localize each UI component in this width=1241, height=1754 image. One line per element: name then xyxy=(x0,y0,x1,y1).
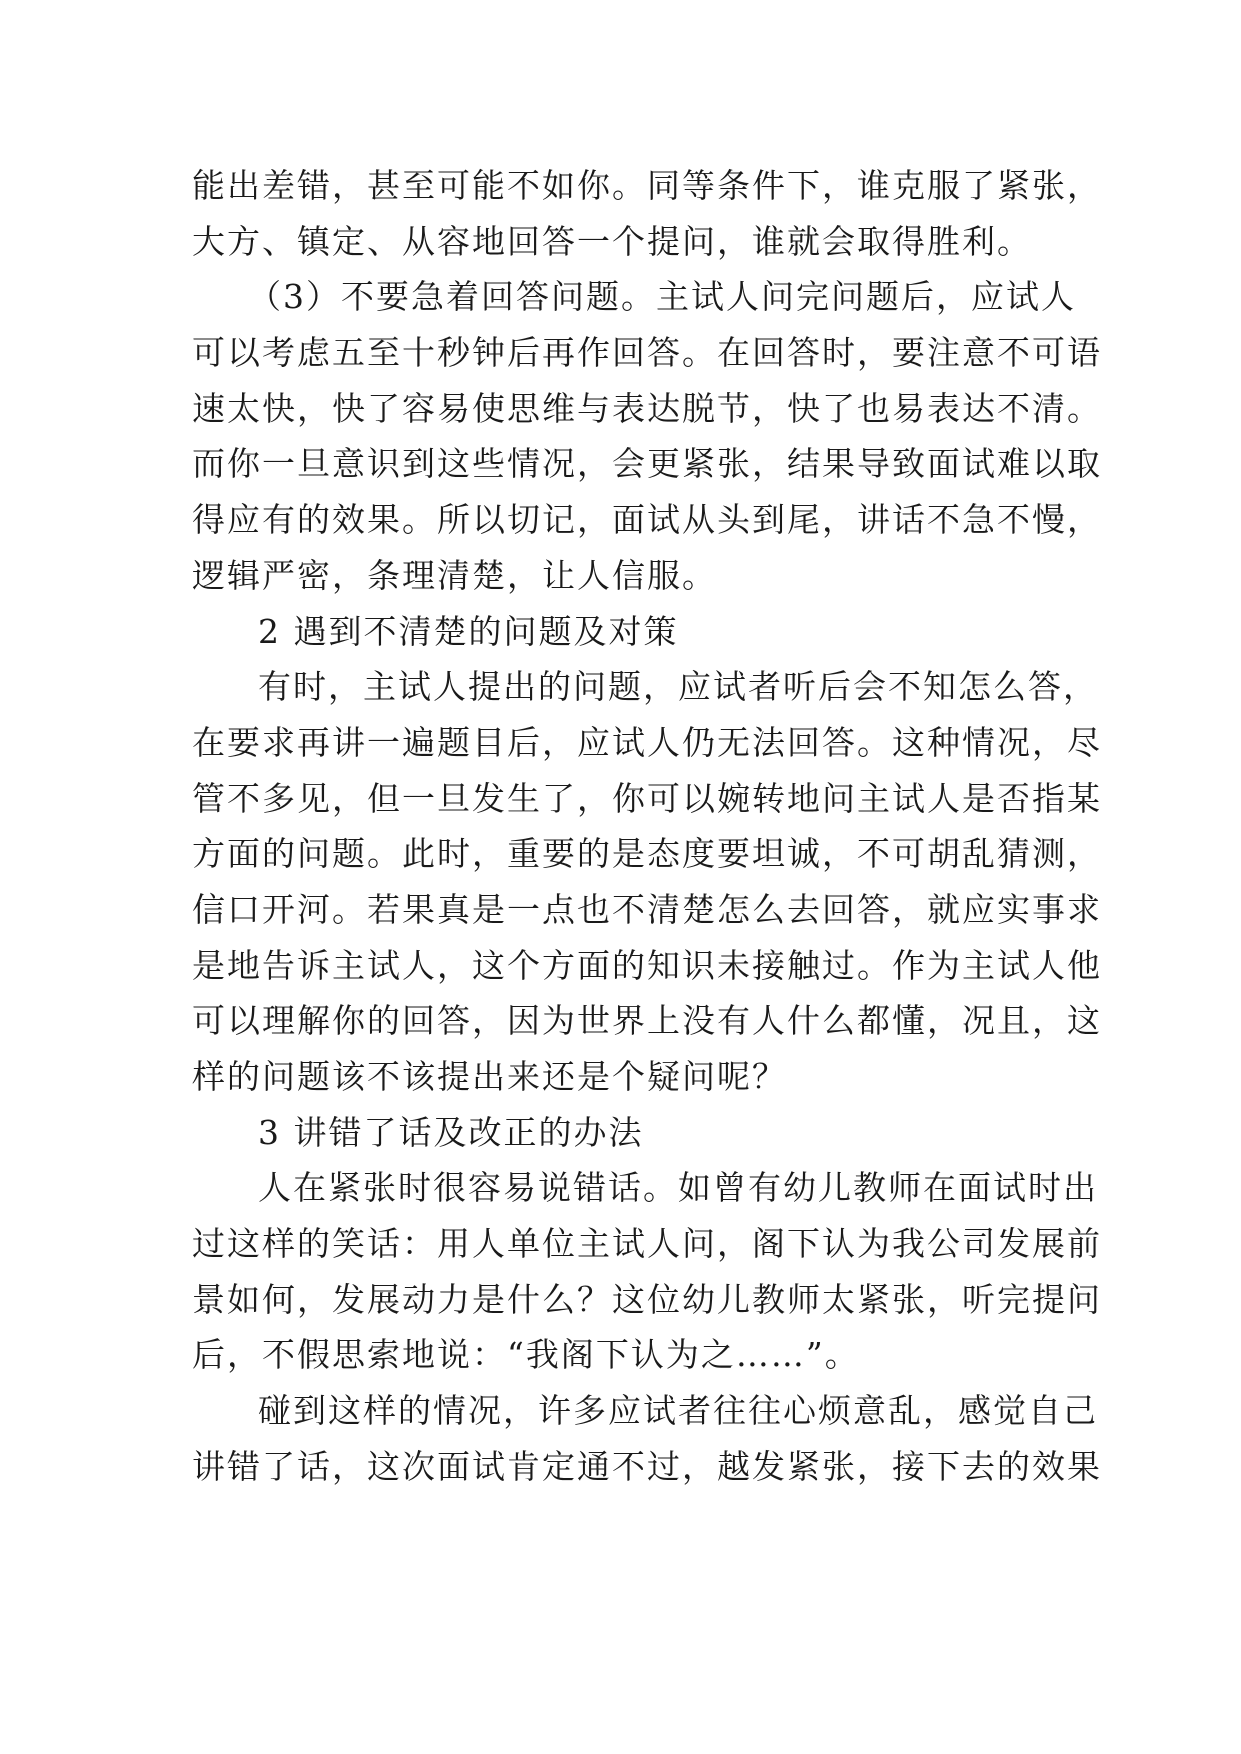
text-line: 可以理解你的回答，因为世界上没有人什么都懂，况且，这 xyxy=(192,1001,1102,1041)
section-heading: 3 讲错了话及改正的办法 xyxy=(258,1112,644,1152)
text-line: 有时，主试人提出的问题，应试者听后会不知怎么答， xyxy=(258,667,1098,707)
text-line: 逻辑严密，条理清楚，让人信服。 xyxy=(192,555,717,595)
text-line: 过这样的笑话：用人单位主试人问，阁下认为我公司发展前 xyxy=(192,1224,1102,1264)
text-line: 而你一旦意识到这些情况，会更紧张，结果导致面试难以取 xyxy=(192,444,1102,484)
text-line: 大方、镇定、从容地回答一个提问，谁就会取得胜利。 xyxy=(192,221,1032,261)
text-line: 人在紧张时很容易说错话。如曾有幼儿教师在面试时出 xyxy=(258,1168,1098,1208)
text-line: 方面的问题。此时，重要的是态度要坦诚，不可胡乱猜测， xyxy=(192,834,1102,874)
text-line: 速太快，快了容易使思维与表达脱节，快了也易表达不清。 xyxy=(192,388,1102,428)
text-line: 讲错了话，这次面试肯定通不过，越发紧张，接下去的效果 xyxy=(192,1446,1102,1486)
text-line: 能出差错，甚至可能不如你。同等条件下，谁克服了紧张， xyxy=(192,166,1102,205)
text-line: 是地告诉主试人，这个方面的知识未接触过。作为主试人他 xyxy=(192,945,1102,985)
text-line: 信口开河。若果真是一点也不清楚怎么去回答，就应实事求 xyxy=(192,889,1102,929)
text-line: 样的问题该不该提出来还是个疑问呢？ xyxy=(192,1057,787,1096)
text-line: 管不多见，但一旦发生了，你可以婉转地问主试人是否指某 xyxy=(192,778,1102,818)
text-line: 后，不假思索地说：“我阁下认为之……”。 xyxy=(192,1335,860,1375)
text-line: 可以考虑五至十秒钟后再作回答。在回答时，要注意不可语 xyxy=(192,333,1102,373)
section-heading: 2 遇到不清楚的问题及对策 xyxy=(258,611,679,651)
text-line: 得应有的效果。所以切记，面试从头到尾，讲话不急不慢， xyxy=(192,500,1102,540)
text-line: 碰到这样的情况，许多应试者往往心烦意乱，感觉自己 xyxy=(258,1391,1098,1431)
text-line: （3）不要急着回答问题。主试人问完问题后，应试人 xyxy=(248,277,1076,317)
text-line: 在要求再讲一遍题目后，应试人仍无法回答。这种情况，尽 xyxy=(192,722,1102,762)
text-line: 景如何，发展动力是什么？这位幼儿教师太紧张，听完提问 xyxy=(192,1279,1102,1319)
body-text xyxy=(192,158,1102,1495)
